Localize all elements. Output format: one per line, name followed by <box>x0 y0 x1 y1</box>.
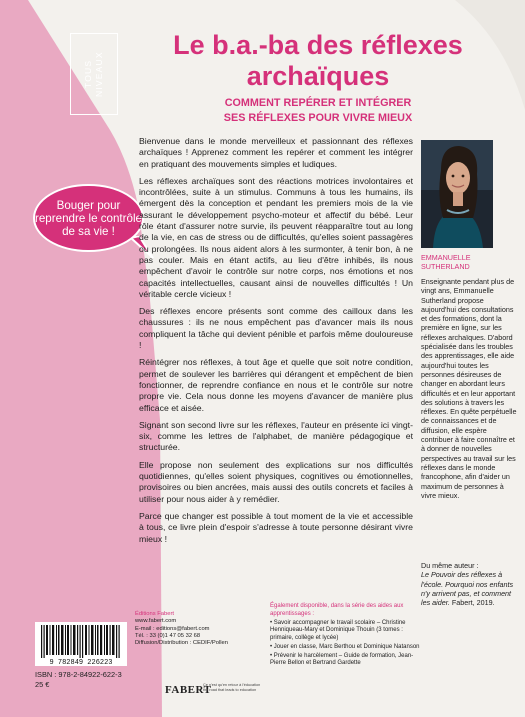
blurb-paragraph: Bienvenue dans le monde merveilleux et passionnant des réflexes archaïques ! Apprenez comment les repérer et comment les intégrer en pratiquant des mouvements simples et ludiques. <box>139 136 413 169</box>
publisher-web: www.fabert.com <box>135 618 177 625</box>
publisher-tel: Tél. : 33 (0)1 47 05 32 68 <box>135 632 201 639</box>
price: 25 € <box>35 680 50 689</box>
isbn-block <box>35 670 122 690</box>
subtitle-line-1: COMMENT REPÉRER ET INTÉGRER <box>224 97 412 109</box>
also-by-author <box>421 561 517 607</box>
blurb-paragraph: Parce que changer est possible à tout moment de la vie et accessible à tous, ce livre plein d'espoir s'adresse à toute personne désirant vivre mieux ! <box>139 510 413 544</box>
also-by-heading: Du même auteur : <box>421 561 479 570</box>
level-badge: TOUS NIVEAUX <box>83 51 104 97</box>
blurb-paragraph: Elle propose non seulement des explications sur nos difficultés quotidiennes, qu'elles soient physiques, cognitives ou émotionnelles, provisoires ou bien ancrées, mais aussi des outils concrets et faciles à utiliser pour nous aider à y remédier. <box>139 459 413 504</box>
barcode-number: 9 782849 226223 <box>49 659 113 666</box>
list-item: • Jouer en classe, Marc Berthou et Dominique Natanson <box>270 643 420 650</box>
list-item: • Prévenir le harcèlement – Guide de formation, Jean-Pierre Bellon et Bertrand Gardette <box>270 653 414 667</box>
subtitle-line-2: SES RÉFLEXES POUR VIVRE MIEUX <box>223 112 413 124</box>
book-subtitle <box>128 96 508 126</box>
publisher-email: E-mail : editions@fabert.com <box>135 625 210 632</box>
also-by-title: Le Pouvoir des réflexes à l'école. Pourquoi nos enfants n'y arrivent pas, et comment les aider. <box>421 570 514 608</box>
book-title: Le b.a.-ba des réflexes archaïques <box>173 30 463 91</box>
isbn: ISBN : 978-2-84922-622-3 <box>35 670 122 679</box>
barcode <box>35 622 127 666</box>
also-available-list <box>270 620 425 670</box>
blurb-paragraph: Des réflexes encore présents sont comme des cailloux dans les chaussures : ils ne nous empêchent pas d'avancer mais ils nous compliquent la tâche qui devient pénible et parfois même douloureuse ! <box>139 306 413 351</box>
author-name: EMMANUELLE SUTHERLAND <box>421 253 471 271</box>
speech-bubble: Bouger pour reprendre le contrôle de sa vie ! <box>33 184 144 252</box>
publisher-logo: FABERT <box>165 684 212 696</box>
publisher-diffusion: Diffusion/Distribution : CEDIF/Pollen <box>135 640 229 647</box>
publisher-info <box>135 611 255 647</box>
also-by-publisher: Fabert, 2019. <box>449 598 495 608</box>
blurb-paragraph: Réintégrer nos réflexes, à tout âge et quelle que soit notre condition, permet de soulever les barrières qui dérangent et empêchent de bien fonctionner, de reprendre confiance en nous et le contrôle sur notre propre vie. Cela nous donne les moyens d'avancer de manière plus efficace et aisée. <box>139 357 413 413</box>
blurb <box>139 136 413 551</box>
publisher-name: Éditions Fabert <box>135 611 174 617</box>
blurb-paragraph: Les réflexes archaïques sont des réactions motrices involontaires et incontrôlées, suite à un stimulus. Communs à tous les humains, ils émergent dès la conception et pendant les premiers mois de la vie assurant le développement psycho-moteur et affectif du bébé. Leur rôle étant d'assurer notre survie, ils peuvent réapparaître tout au long de la vie, en cas de stress ou de difficultés, qu'elles soient passagères ou prolongées. Ils nous aident alors à les surmonter, à tenir bon, à ne pas couler. Mais en étant actifs, au lieu d'être inhibés, ils nous empêchent d'avoir le contrôle sur notre corps, nos émotions et nos capacités intellectuelles, causant ainsi de nouvelles difficultés ! Un véritable cercle vicieux ! <box>139 175 413 299</box>
publisher-tagline: Ce n'est qu'en retour à l'éducation the road that leads to education <box>203 683 261 692</box>
blurb-paragraph: Signant son second livre sur les réflexes, l'auteur en présente ici vingt-six, comme les lettres de l'alphabet, de manière pédagogique et structurée. <box>139 419 413 453</box>
list-item: • Savoir accompagner le travail scolaire – Christine Henniqueau-Mary et Dominique Thouin (3 tomes : primaire, collège et lycée) <box>270 620 406 641</box>
author-bio: Enseignante pendant plus de vingt ans, Emmanuelle Sutherland propose aujourd'hui des consultations et des formations, dont la première en ligne, sur les réflexes archaïques. D'abord spécialisée dans les troubles des apprentissages, elle aide aujourd'hui toutes les personnes désireuses de changer en abordant leurs difficultés et en leur apportant des solutions à travers les réflexes. En quête perpétuelle de connaissances et de diffusion, elle espère contribuer à faire connaître et à donner de nouvelles perspectives au travail sur les réflexes dans le monde francophone, afin d'aider un maximum de personnes à vivre mieux. <box>421 277 517 500</box>
also-available-heading: Également disponible, dans la série des aides aux apprentissages : <box>270 603 404 617</box>
author-photo <box>421 140 493 248</box>
